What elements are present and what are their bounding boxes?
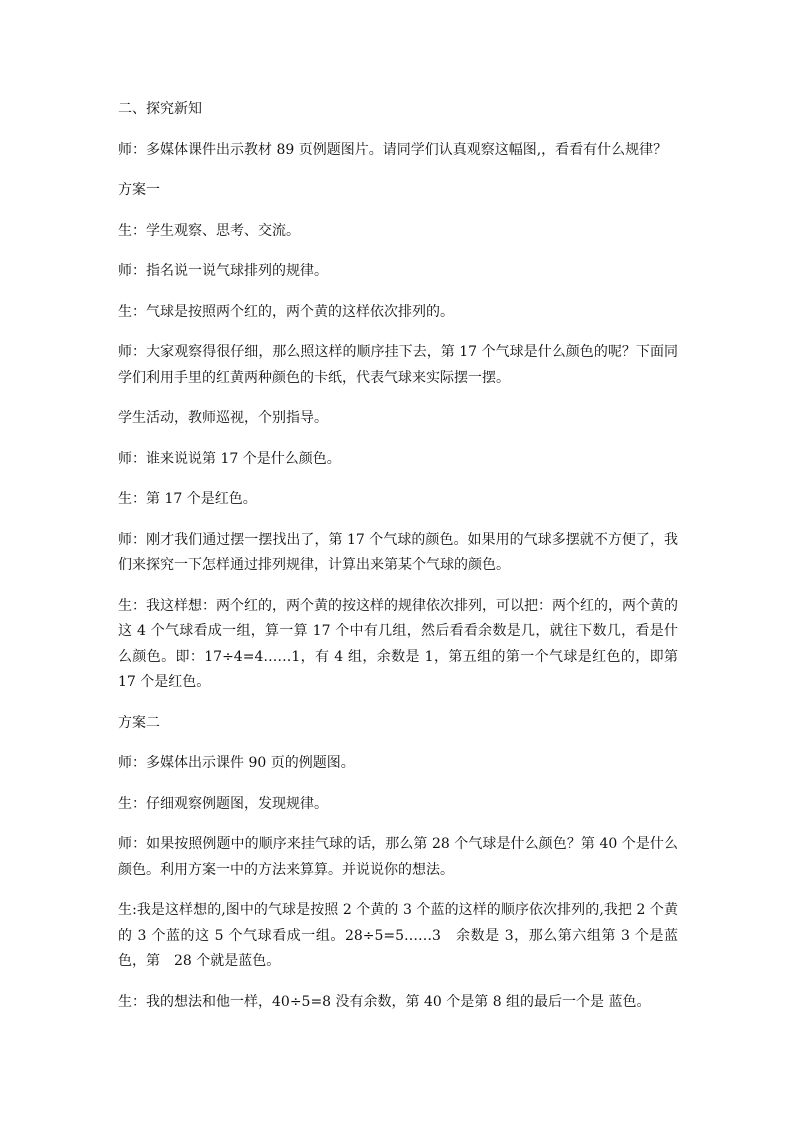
paragraph: 生：气球是按照两个红的，两个黄的这样依次排列的。 (118, 303, 454, 320)
document-page (118, 97, 678, 1030)
section-heading: 二、探究新知 (118, 101, 202, 117)
paragraph: 生：我的想法和他一样，40÷5=8 没有余数，第 40 个是第 8 组的最后一个是 蓝色。 (118, 993, 651, 1010)
plan-heading-2: 方案二 (118, 714, 160, 731)
paragraph: 师：多媒体课件出示教材 89 页例题图片。请同学们认真观察这幅图,，看看有什么规律？ (118, 141, 668, 158)
paragraph: 学生活动，教师巡视，个别指导。 (118, 410, 328, 426)
paragraph: 师：大家观察得很仔细，那么照这样的顺序挂下去，第 17 个气球是什么颜色的呢？下面同学们利用手里的红黄两种颜色的卡纸，代表气球来实际摆一摆。 (118, 344, 678, 386)
paragraph: 生：学生观察、思考、交流。 (118, 222, 300, 239)
paragraph: 师：多媒体出示课件 90 页的例题图。 (118, 755, 355, 771)
paragraph: 师：指名说一说气球排列的规律。 (118, 263, 328, 279)
paragraph: 生：仔细观察例题图，发现规律。 (118, 795, 328, 812)
paragraph: 师：谁来说说第 17 个是什么颜色。 (118, 450, 341, 467)
paragraph: 师：刚才我们通过摆一摆找出了，第 17 个气球的颜色。如果用的气球多摆就不方便了，我们来探究一下怎样通过排列规律，计算出来第某个气球的颜色。 (118, 531, 678, 573)
paragraph: 生:我是这样想的,图中的气球是按照 2 个黄的 3 个蓝的这样的顺序依次排列的,我把 2 个黄的 3 个蓝的这 5 个气球看成一组。28÷5=5……3 余数是 3，那么第六组第 3 个是蓝色，第 28 个就是蓝色。 (118, 902, 678, 969)
paragraph: 生：第 17 个是红色。 (118, 491, 257, 507)
paragraph: 生：我这样想：两个红的，两个黄的按这样的规律依次排列，可以把：两个红的，两个黄的这 4 个气球看成一组，算一算 17 个中有几组，然后看看余数是几，就往下数几，看是什么颜色。即：17÷4=4……1，有 4 组，余数是 1，第五组的第一个气球是红色的，即第 17 个是红色。 (118, 597, 678, 690)
paragraph: 师：如果按照例题中的顺序来挂气球的话，那么第 28 个气球是什么颜色？第 40 个是什么颜色。利用方案一中的方法来算算。并说说你的想法。 (118, 836, 678, 878)
plan-heading-1: 方案一 (118, 182, 160, 198)
